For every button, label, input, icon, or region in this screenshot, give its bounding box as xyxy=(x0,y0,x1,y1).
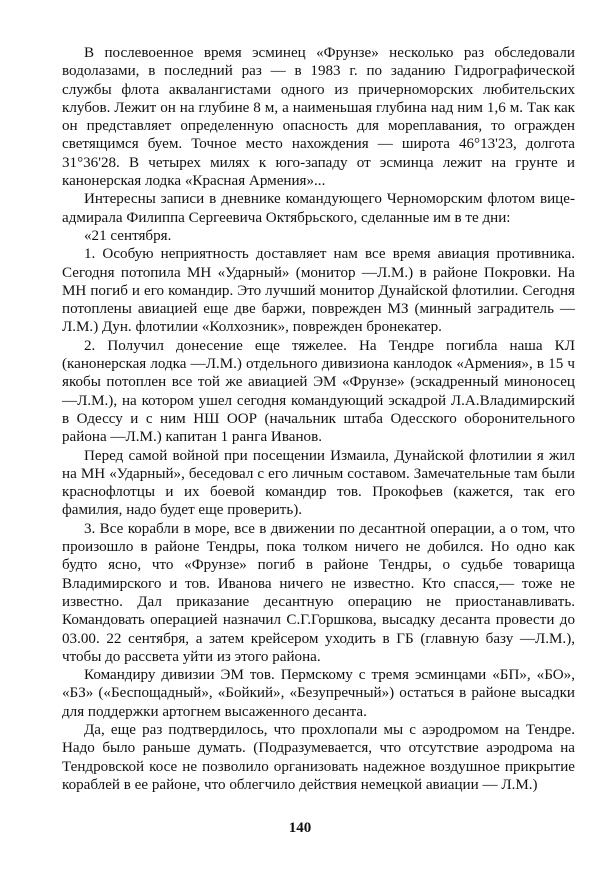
paragraph-3: «21 сентября. xyxy=(84,227,172,244)
paragraph-8: Командиру дивизии ЭМ тов. Пермскому с тремя эсминцами «БП», «БО», «БЗ» («Беспощадный», «Бойкий», «Безупречный») остаться в районе высадки для поддержки артогнем высаженного десанта. xyxy=(62,667,575,720)
paragraph-6: Перед самой войной при посещении Измаила, Дунайской флотилии я жил на МН «Ударный», беседовал с его личным составом. Замечательные там были краснофлотцы и их боевой командир тов. Прокофьев (кажется, так его фамилия, надо будет еще проверить). xyxy=(62,447,575,519)
page-number: 140 xyxy=(288,820,312,836)
paragraph-7: 3. Все корабли в море, все в движении по десантной операции, а о том, что произошло в районе Тендры, пока толком ничего не добился. Но одно как будто ясно, что «Фрунзе» погиб в районе Тендры, о судьбе товарища Владимирского и тов. Иванова ничего не известно. Кто спасся,— тоже не известно. Дал приказание десантную операцию не приостанавливать. Командовать операцией назначил С.Г.Горшкова, высадку десанта провести до 03.00. 22 сентября, а затем крейсером уходить в ГБ (главную базу —Л.М.), чтобы до рассвета уйти из этого района. xyxy=(62,520,575,665)
paragraph-4: 1. Особую неприятность доставляет нам все время авиация противника. Сегодня потопила МН «Ударный» (монитор —Л.М.) в районе Покровки. На МН погиб и его командир. Это лучший монитор Дунайской флотилии. Сегодня потоплены авиацией еще две баржи, поврежден МЗ (минный заградитель —Л.М.) Дун. флотилии «Колхозник», поврежден бронекатер. xyxy=(62,246,575,336)
paragraph-1: В послевоенное время эсминец «Фрунзе» несколько раз обследовали водолазами, в последний раз — в 1983 г. по заданию Гидрографической службы флота аквалангистами одного из причерноморских любительских клубов. Лежит он на глубине 8 м, а наименьшая глубина над ним 1,6 м. Так как он представляет определенную опасность для мореплавания, то огражден светящимся буем. Точное место нахождения — широта 46°13'23, долгота 31°36'28. В четырех милях к юго-западу от эсминца лежит на грунте и канонерская лодка «Красная Армения»... xyxy=(62,45,575,190)
paragraph-5: 2. Получил донесение еще тяжелее. На Тендре погибла наша КЛ (канонерская лодка —Л.М.) отдельного дивизиона канлодок «Армения», в 15 ч якобы потоплен все той же авиацией ЭМ «Фрунзе» (эскадренный миноносец —Л.М.), на котором ушел сегодня командующий эскадрой Л.А.Владимирский в Одессу и с ним НШ ООР (начальник штаба Одесского оборонительного района —Л.М.) капитан 1 ранга Иванов. xyxy=(62,337,575,446)
paragraph-2: Интересны записи в дневнике командующего Черноморским флотом вице-адмирала Филиппа Сергеевича Октябрьского, сделанные им в те дни: xyxy=(62,191,575,226)
book-page-text xyxy=(62,44,575,794)
paragraph-9: Да, еще раз подтвердилось, что прохлопали мы с аэродромом на Тендре. Надо было раньше думать. (Подразумевается, что отсутствие аэродрома на Тендровской косе не позволило организовать надежное воздушное прикрытие кораблей в ее районе, что облегчило действия немецкой авиации — Л.М.) xyxy=(62,721,575,793)
